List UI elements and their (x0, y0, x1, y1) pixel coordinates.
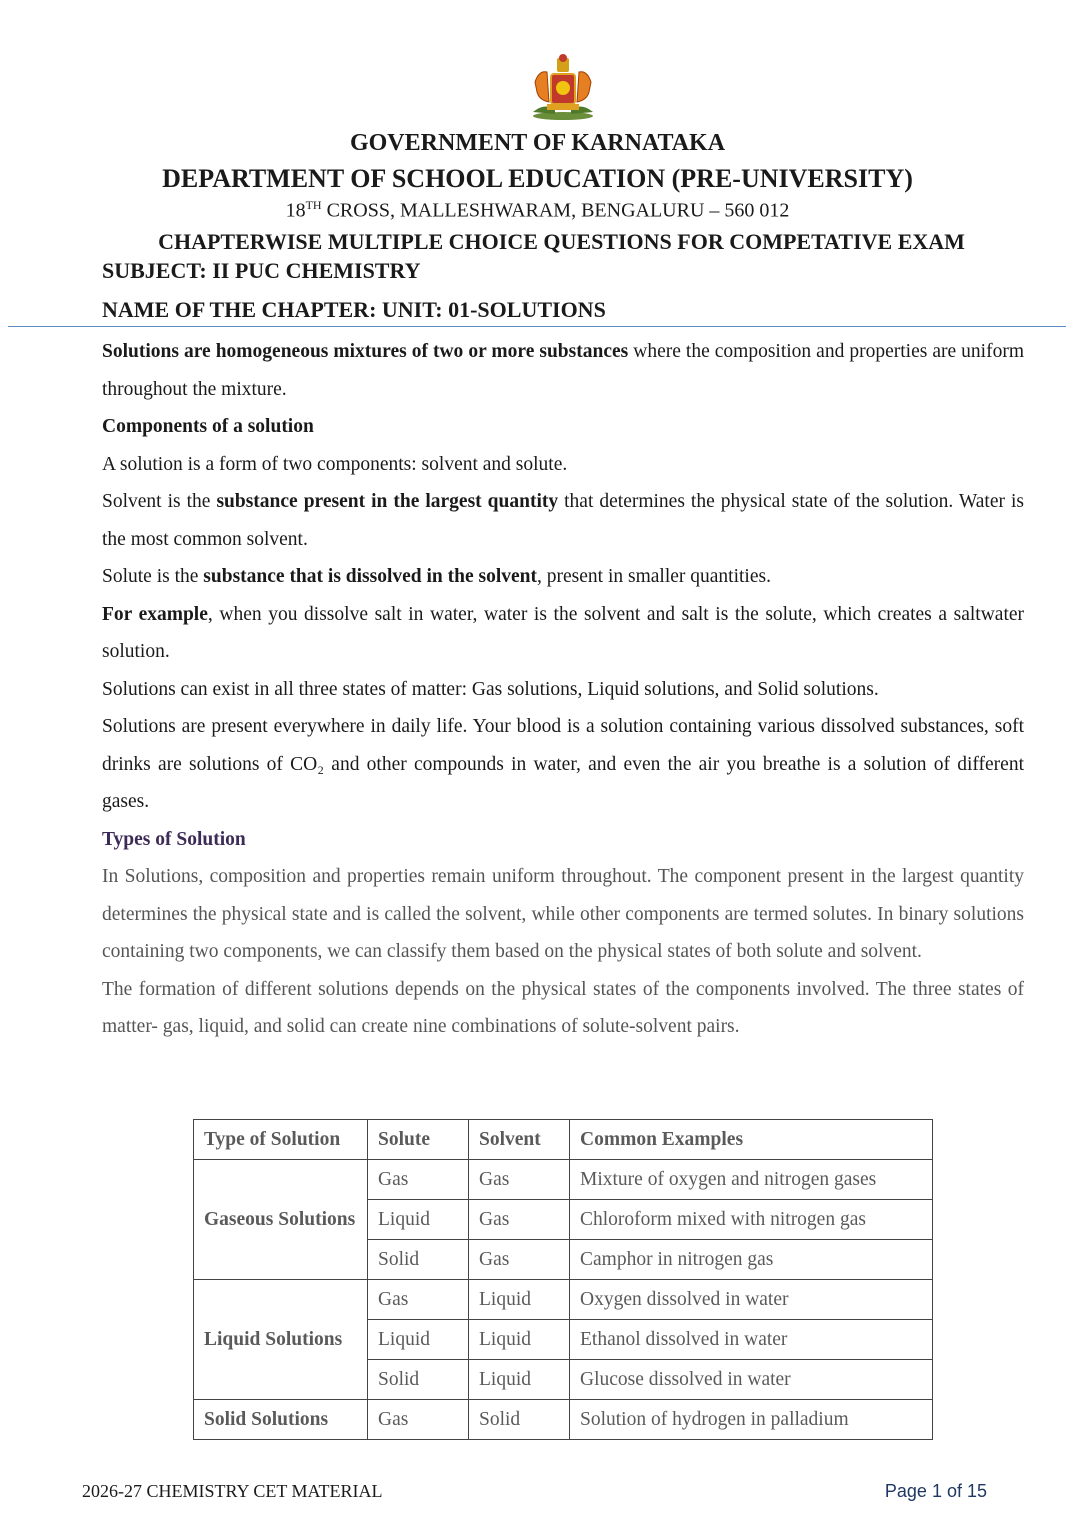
solvent-cell: Solid (469, 1400, 570, 1440)
solution-types-table (193, 1119, 933, 1440)
header-divider (8, 326, 1066, 327)
table-header-row (194, 1120, 933, 1160)
type-cell-liquid: Liquid Solutions (194, 1280, 368, 1400)
paragraph-definition: Solutions are homogeneous mixtures of two or more substances where the composition and properties are uniform throughout the mixture. (102, 341, 1024, 400)
table-header-cell: Type of Solution (194, 1120, 368, 1160)
type-cell-solid: Solid Solutions (194, 1400, 368, 1440)
solute-cell: Gas (368, 1160, 469, 1200)
paragraph-solvent: Solvent is the substance present in the largest quantity that determines the physical state of the solution. Water is the most common solvent. (102, 491, 1024, 550)
heading-components: Components of a solution (102, 416, 314, 437)
karnataka-emblem-icon (525, 52, 601, 122)
paragraph-states: Solutions can exist in all three states of matter: Gas solutions, Liquid solutions, and Solid solutions. (102, 678, 879, 700)
solvent-cell: Liquid (469, 1280, 570, 1320)
solvent-cell: Gas (469, 1160, 570, 1200)
header-address: 18TH CROSS, MALLESHWARAM, BENGALURU – 560 012 (285, 198, 790, 222)
solvent-cell: Liquid (469, 1360, 570, 1400)
example-cell: Solution of hydrogen in palladium (570, 1400, 933, 1440)
example-cell: Ethanol dissolved in water (570, 1320, 933, 1360)
solvent-cell: Gas (469, 1240, 570, 1280)
heading-types-of-solution: Types of Solution (102, 828, 246, 850)
table-header-cell: Solvent (469, 1120, 570, 1160)
example-cell: Mixture of oxygen and nitrogen gases (570, 1160, 933, 1200)
solvent-cell: Liquid (469, 1320, 570, 1360)
solute-cell: Gas (368, 1400, 469, 1440)
footer-material-label: 2026-27 CHEMISTRY CET MATERIAL (82, 1481, 383, 1501)
solute-cell: Gas (368, 1280, 469, 1320)
document-body (102, 333, 1024, 1046)
solute-cell: Solid (368, 1360, 469, 1400)
subject-line: SUBJECT: II PUC CHEMISTRY (102, 258, 421, 283)
header-exam-title: CHAPTERWISE MULTIPLE CHOICE QUESTIONS FOR COMPETATIVE EXAM (158, 229, 965, 254)
table-header-cell: Common Examples (570, 1120, 933, 1160)
example-cell: Glucose dissolved in water (570, 1360, 933, 1400)
table-row (194, 1280, 933, 1320)
type-cell-gaseous: Gaseous Solutions (194, 1160, 368, 1280)
solute-cell: Liquid (368, 1320, 469, 1360)
solvent-cell: Gas (469, 1200, 570, 1240)
example-cell: Camphor in nitrogen gas (570, 1240, 933, 1280)
chapter-line: NAME OF THE CHAPTER: UNIT: 01-SOLUTIONS (102, 297, 606, 322)
table-row (194, 1400, 933, 1440)
solute-cell: Solid (368, 1240, 469, 1280)
table-row (194, 1160, 933, 1200)
paragraph-combinations: The formation of different solutions depends on the physical states of the components involved. The three states of matter- gas, liquid, and solid can create nine combinations of solute-solvent pairs. (102, 978, 1024, 1037)
footer-page-number: Page 1 of 15 (884, 1481, 987, 1501)
header-government: GOVERNMENT OF KARNATAKA (349, 130, 726, 156)
solute-cell: Liquid (368, 1200, 469, 1240)
paragraph-components: A solution is a form of two components: solvent and solute. (102, 453, 568, 475)
paragraph-daily-life: Solutions are present everywhere in daily life. Your blood is a solution containing various dissolved substances, soft drinks are solutions of CO₂ and other compounds in water, and even the air you breathe is a solution of different gases. (102, 716, 1024, 812)
paragraph-types: In Solutions, composition and properties remain uniform throughout. The component present in the largest quantity determines the physical state and is called the solvent, while other components are termed solutes. In binary solutions containing two components, we can classify them based on the physical states of both solute and solvent. (102, 866, 1024, 962)
header-department: DEPARTMENT OF SCHOOL EDUCATION (PRE-UNIVERSITY) (162, 164, 913, 193)
table-header-cell: Solute (368, 1120, 469, 1160)
example-cell: Oxygen dissolved in water (570, 1280, 933, 1320)
paragraph-example: For example, when you dissolve salt in water, water is the solvent and salt is the solute, which creates a saltwater solution. (102, 603, 1025, 662)
paragraph-solute: Solute is the substance that is dissolved in the solvent, present in smaller quantities. (102, 566, 771, 587)
example-cell: Chloroform mixed with nitrogen gas (570, 1200, 933, 1240)
